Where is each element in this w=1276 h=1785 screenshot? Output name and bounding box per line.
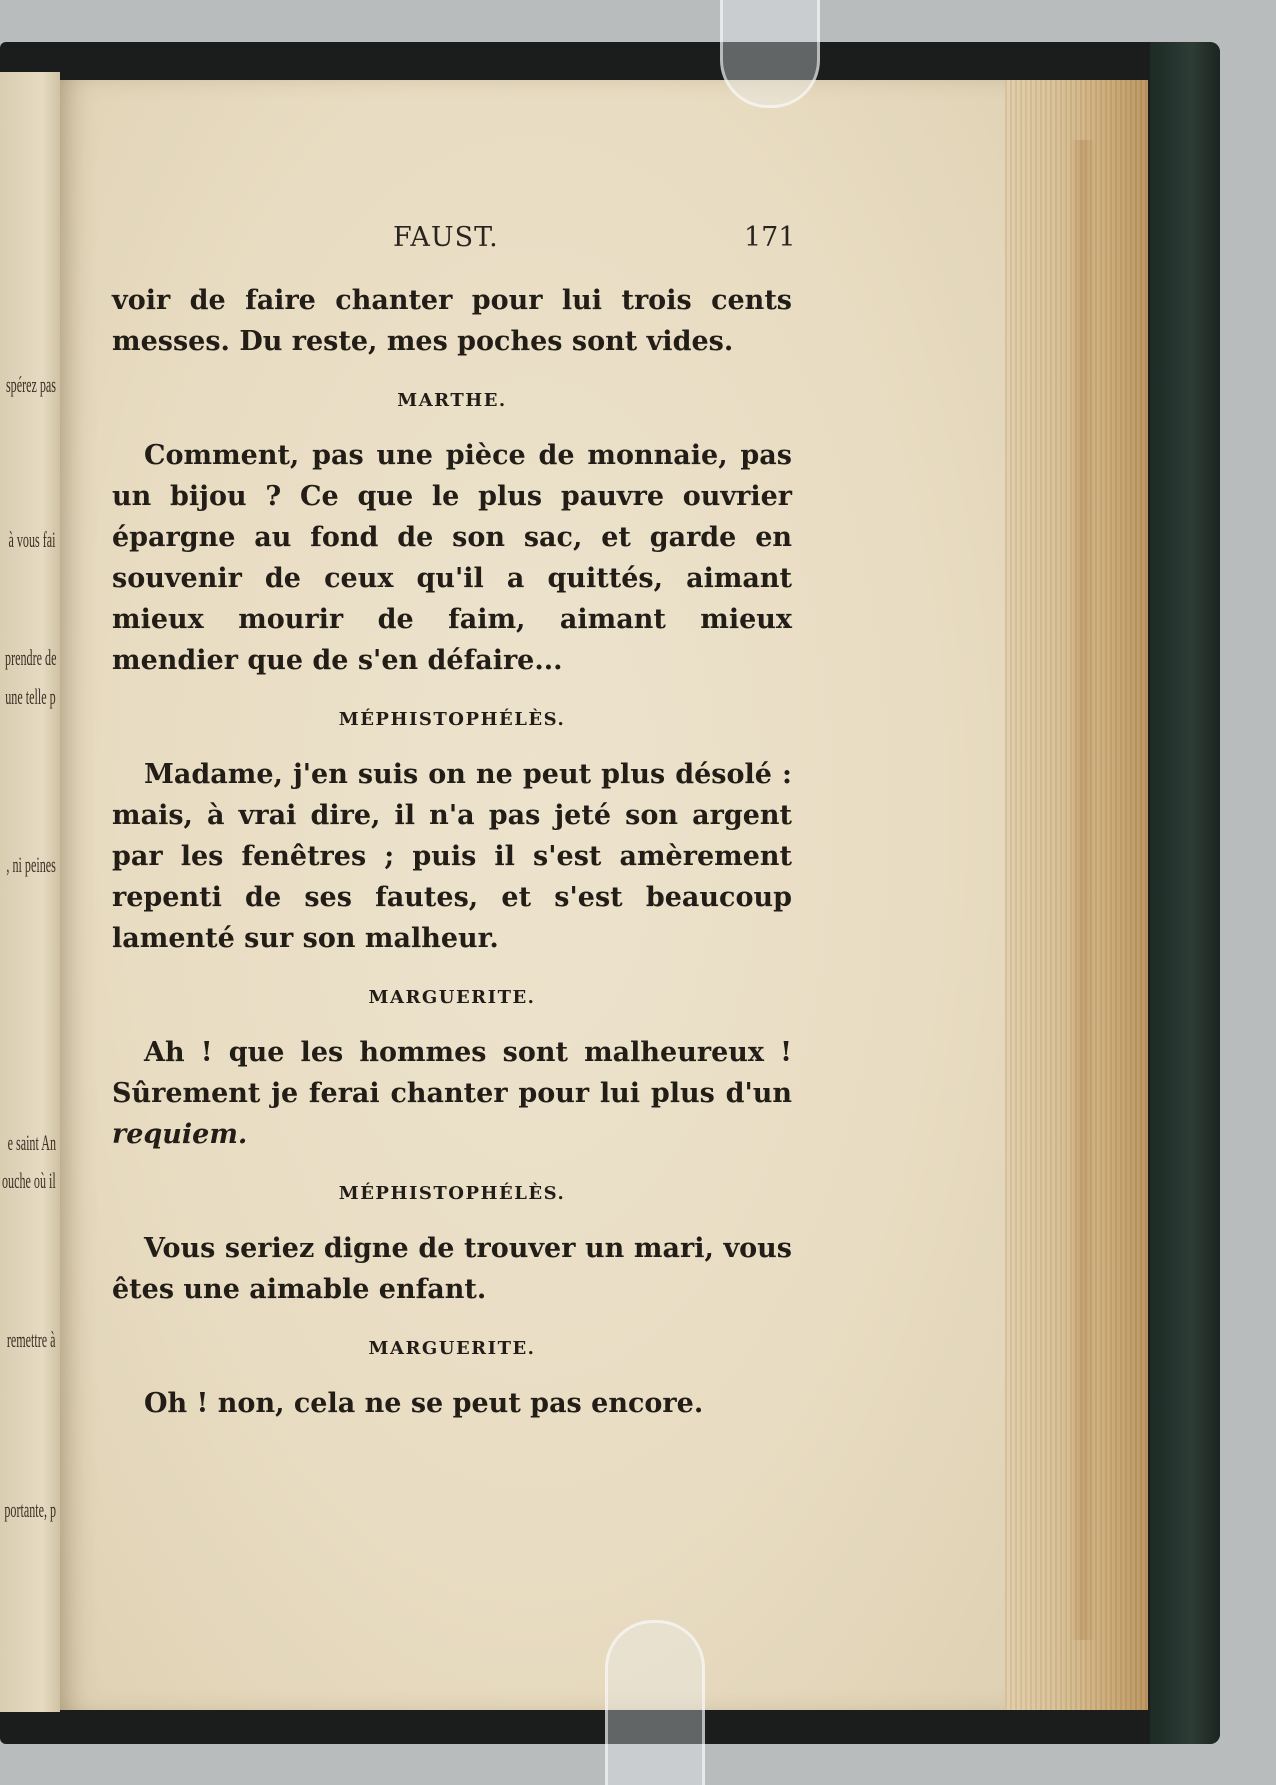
left-page-fragment: ouche où il <box>2 1168 56 1193</box>
page-number: 171 <box>744 222 796 253</box>
speaker-name: MARGUERITE. <box>368 987 536 1008</box>
dialogue-paragraph <box>112 280 792 362</box>
left-page-fragment: prendre de <box>4 645 56 670</box>
previous-page-sliver <box>0 72 60 1712</box>
paragraph-text: Oh ! non, cela ne se peut pas encore. <box>144 1388 704 1419</box>
left-page-fragment: portante, p <box>4 1497 56 1522</box>
dialogue-paragraph <box>112 1228 792 1310</box>
italic-word: requiem. <box>112 1119 248 1150</box>
paragraph-text: Vous seriez digne de trouver un mari, vous êtes une aimable enfant. <box>112 1233 792 1305</box>
page-body <box>112 280 792 1424</box>
speaker-name: MÉPHISTOPHÉLÈS. <box>338 709 566 730</box>
running-head <box>0 222 1276 262</box>
page-clip-top <box>720 0 820 108</box>
paragraph-text: Comment, pas une pièce de monnaie, pas un bijou ? Ce que le plus pauvre ouvrier épargne au fond de son sac, et garde en souvenir de ceux qu'il a quittés, aimant mieux mourir de faim, aimant mieux mendier que de s'en défaire... <box>112 440 792 676</box>
left-page-fragment: remettre à <box>7 1327 56 1352</box>
left-page-fragment: à vous fai <box>8 527 56 552</box>
speaker-name: MARGUERITE. <box>368 1338 536 1359</box>
speaker-name: MARTHE. <box>397 390 507 411</box>
page-block-edge <box>1000 80 1148 1710</box>
paragraph-text: voir de faire chanter pour lui trois cents messes. Du reste, mes poches sont vides. <box>112 285 792 357</box>
dialogue-paragraph <box>112 1032 792 1155</box>
book-spine-board <box>1150 42 1220 1744</box>
paragraph-text: Madame, j'en suis on ne peut plus désolé : mais, à vrai dire, il n'a pas jeté son argent par les fenêtres ; puis il s'est amèrement repenti de ses fautes, et s'est beaucoup lamenté sur son malheur. <box>112 759 792 954</box>
left-page-fragment: e saint An <box>7 1130 56 1155</box>
left-page-fragment: spérez pas <box>5 372 56 397</box>
left-page-fragment: , ni peines <box>6 852 56 877</box>
running-title: FAUST. <box>393 222 499 253</box>
dialogue-paragraph <box>112 1383 792 1424</box>
page-clip-bottom <box>605 1620 705 1785</box>
speaker-name: MÉPHISTOPHÉLÈS. <box>338 1183 566 1204</box>
left-page-fragment: une telle p <box>5 684 56 709</box>
paragraph-text: Ah ! que les hommes sont malheureux ! Sûrement je ferai chanter pour lui plus d'un <box>112 1037 792 1109</box>
dialogue-paragraph <box>112 435 792 681</box>
dialogue-paragraph <box>112 754 792 959</box>
